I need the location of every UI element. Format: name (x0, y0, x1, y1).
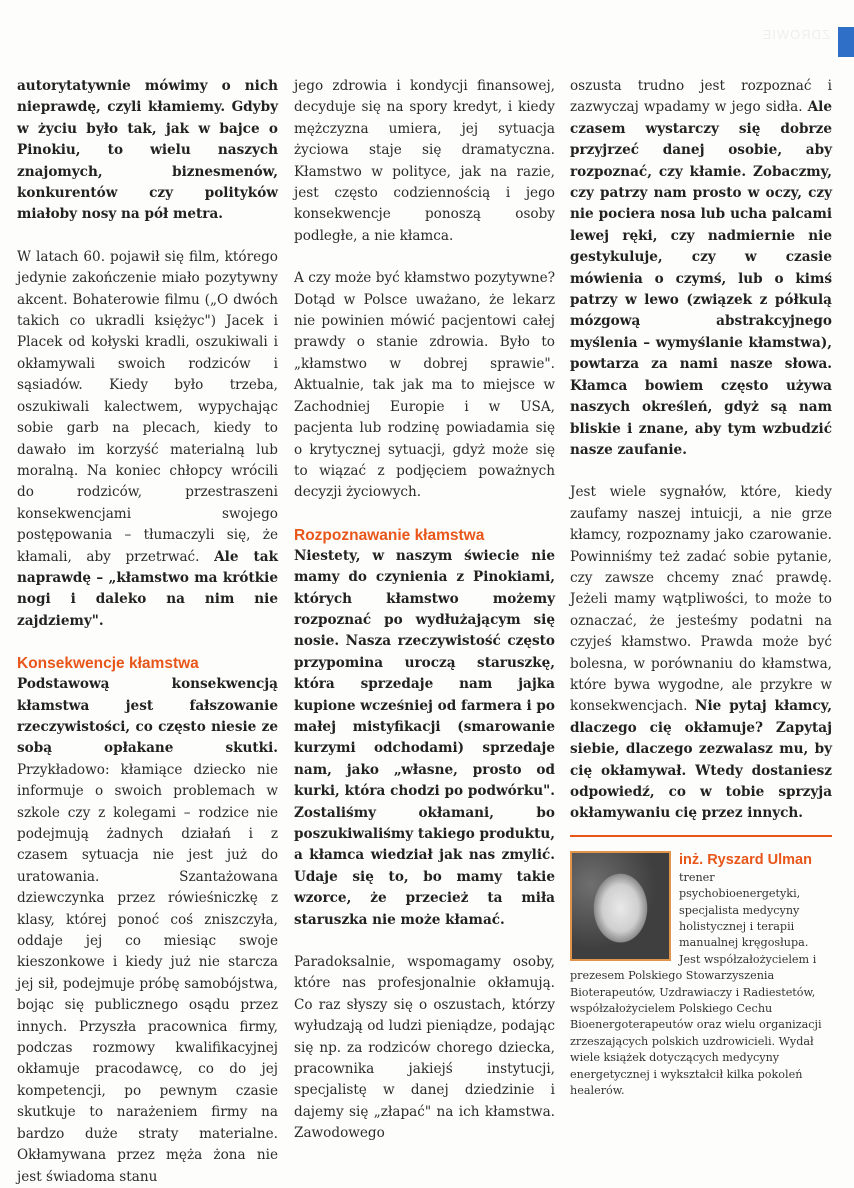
divider-rule (570, 835, 832, 837)
paragraph-bold-text: Ale czasem wystarczy się dobrze przyjrzeć danej osobie, aby rozpoznać, czy kłamie. Zobaczmy, czy patrzy nam prosto w oczy, czy nie pociera nosa lub ucha palcami lewej ręki, czy nadmiernie nie gestykuluje, czy w czasie mówienia o czymś, lub o kimś patrzy w lewo (związek z półkulą mózgową abstrakcyjnego myślenia – wymyślanie kłamstwa), powtarza za nami nasze słowa. Kłamca bowiem często używa naszych określeń, gdyż są nam bliskie i znane, aby tym wzbudzić nasze zaufanie. (570, 99, 832, 458)
paragraph-signs (570, 76, 832, 461)
paragraph-pinokio (294, 546, 555, 931)
paragraph-konsekwencje (17, 674, 278, 1188)
section-color-tab (838, 27, 854, 57)
lead-bold-text: autorytatywnie mówimy o nich nieprawdę, czyli kłamiemy. Gdyby w życiu było tak, jak w bajce o Pinokiu, to wielu naszych znajomych, biznesmenów, konkurentów czy polityków miałoby nosy na pół metra. (17, 78, 278, 223)
paragraph-bold-text: Ale tak naprawdę – „kłamstwo ma krótkie nogi i daleko na nim nie zajdziemy". (17, 548, 278, 629)
paragraph-intuition (570, 482, 832, 825)
section-heading-rozpoznawanie: Rozpoznawanie kłamstwa (294, 526, 485, 544)
paragraph-politics: jego zdrowia i kondycji finansowej, decyduje się na spory kredyt, i kiedy mężczyzna umiera, jej sytuacja życiowa staje się dramatyczna. Kłamstwo w polityce, jak na razie, jest często codziennością i jego konsekwencje ponoszą osoby podległe, a nie kłamca. (294, 78, 555, 244)
author-bio: trener psychobioenergetyki, specjalista medycyny holistycznej i terapii manualnej kręgosłupa. Jest współzałożycielem i prezesem Polskiego Stowarzyszenia Bioterapeutów, Uzdrawiaczy i Radiestetów, współzałożycielem Polskiego Cechu Bioenergoterapeutów oraz wielu organizacji zrzeszających polskich uzdrowicieli. Wydał wiele książek dotyczących medycyny energetycznej i wykształcił kilka pokoleń healerów. (570, 870, 822, 1098)
lead-paragraph (17, 76, 278, 226)
paragraph-paradox: Paradoksalnie, wspomagamy osoby, które nas profesjonalnie okłamują. Co raz słyszy się o oszustach, którzy wyłudzają od ludzi pieniądze, podając się np. za rodziców chorego dziecka, pracownika jakiejś instytucji, specjalistę w danej dziedzinie i dajemy się „złapać" na ich kłamstwa. Zawodowego (294, 954, 555, 1142)
paragraph-film (17, 247, 278, 632)
author-box (570, 851, 832, 1100)
author-name: inż. Ryszard Ulman (679, 851, 812, 868)
paragraph-positive-lie: A czy może być kłamstwo pozytywne? Dotąd w Polsce uważano, że lekarz nie powinien mówić pacjentowi całej prawdy o stanie zdrowia. Było to „kłamstwo w dobrej sprawie". Aktualnie, tak jak ma to miejsce w Zachodniej Europie i w USA, pacjenta lub rodzinę powiadamia się o krytycznej sytuacji, gdyż może się to wiązać z podjęciem poważnych decyzji życiowych. (294, 270, 555, 501)
article-column-1 (17, 76, 278, 1188)
paragraph-text: oszusta trudno jest rozpoznać i zazwyczaj wpadamy w jego sidła. (570, 78, 832, 116)
article-column-2 (294, 76, 555, 1145)
paragraph-bold-text: Podstawową konsekwencją kłamstwa jest fałszowanie rzeczywistości, co często niesie ze sobą opłakane skutki. (17, 676, 278, 757)
section-heading-konsekwencje: Konsekwencje kłamstwa (17, 655, 199, 673)
article-column-3 (570, 76, 832, 1100)
paragraph-text: Jest wiele sygnałów, które, kiedy zaufamy naszej intuicji, a nie grze kłamcy, rozpoznamy jako czarowanie. Powinniśmy też zadać sobie pytanie, czy zawsze chcemy znać prawdę. Jeżeli mamy wątpliwości, to może to oznaczać, że jesteśmy podatni na czyjeś kłamstwo. Prawda może być bolesna, w porównaniu do kłamstwa, które bywa wygodne, ale przykre w konsekwencjach. (570, 484, 832, 715)
paragraph-text: Przykładowo: kłamiące dziecko nie informuje o swoich problemach w szkole czy z kolegami – rodzice nie podejmują żadnych działań i z czasem sytuacja nie jest już do uratowania. Szantażowana dziewczynka przez rówieśniczkę z klasy, której ponoć coś zniszczyła, oddaje jej co miesiąc swoje kieszonkowe i kiedy już nie starcza jej sił, podejmuje próbę samobójstwa, bojąc się publicznego osądu przez innych. Przyszła pracownica firmy, podczas rozmowy kwalifikacyjnej okłamuje pracodawcę, co do jej kompetencji, po pewnym czasie skutkuje to narażeniem firmy na bardzo duże straty materialne. Okłamywana przez męża żona nie jest świadoma stanu (17, 761, 278, 1185)
paragraph-bold-text: Niestety, w naszym świecie nie mamy do czynienia z Pinokiami, których kłamstwo możemy rozpoznać po wydłużającym się nosie. Nasza rzeczywistość często przypomina uroczą staruszkę, która sprzedaje nam jajka kupione wcześniej od farmera i po małej mistyfikacji (smarowanie kurzymi odchodami) sprzedaje nam, jako „własne, prosto od kurki, która chodzi po podwórku". Zostaliśmy okłamani, bo poszukiwaliśmy takiego produktu, a kłamca wiedział jak nas zmylić. Udaje się to, bo mamy takie wzorce, że przecież ta miła staruszka nie może kłamać. (294, 547, 555, 928)
author-photo (570, 851, 671, 961)
paragraph-bold-text: Nie pytaj kłamcy, dlaczego cię okłamuje? Zapytaj siebie, dlaczego zezwalasz mu, by cię okłamywał. Wtedy dostaniesz odpowiedź, co w tobie sprzyja okłamywaniu cię przez innych. (570, 698, 832, 822)
paragraph-text: W latach 60. pojawił się film, którego jedynie zakończenie miało pozytywny akcent. Bohaterowie filmu („O dwóch takich co ukradli księżyc") Jacek i Placek od kołyski kradli, oszukiwali i okłamywali swoich rodziców i sąsiadów. Kiedy było trzeba, oszukiwali kalectwem, wypychając sobie garb na plecach, kiedy to dawało im korzyść materialną lub moralną. Na koniec chłopcy wrócili do rodziców, przestraszeni konsekwencjami swojego postępowania – tłumaczyli się, że kłamali, aby przetrwać. (17, 248, 278, 565)
section-header-mirrored: ZDROWIE (761, 27, 830, 42)
